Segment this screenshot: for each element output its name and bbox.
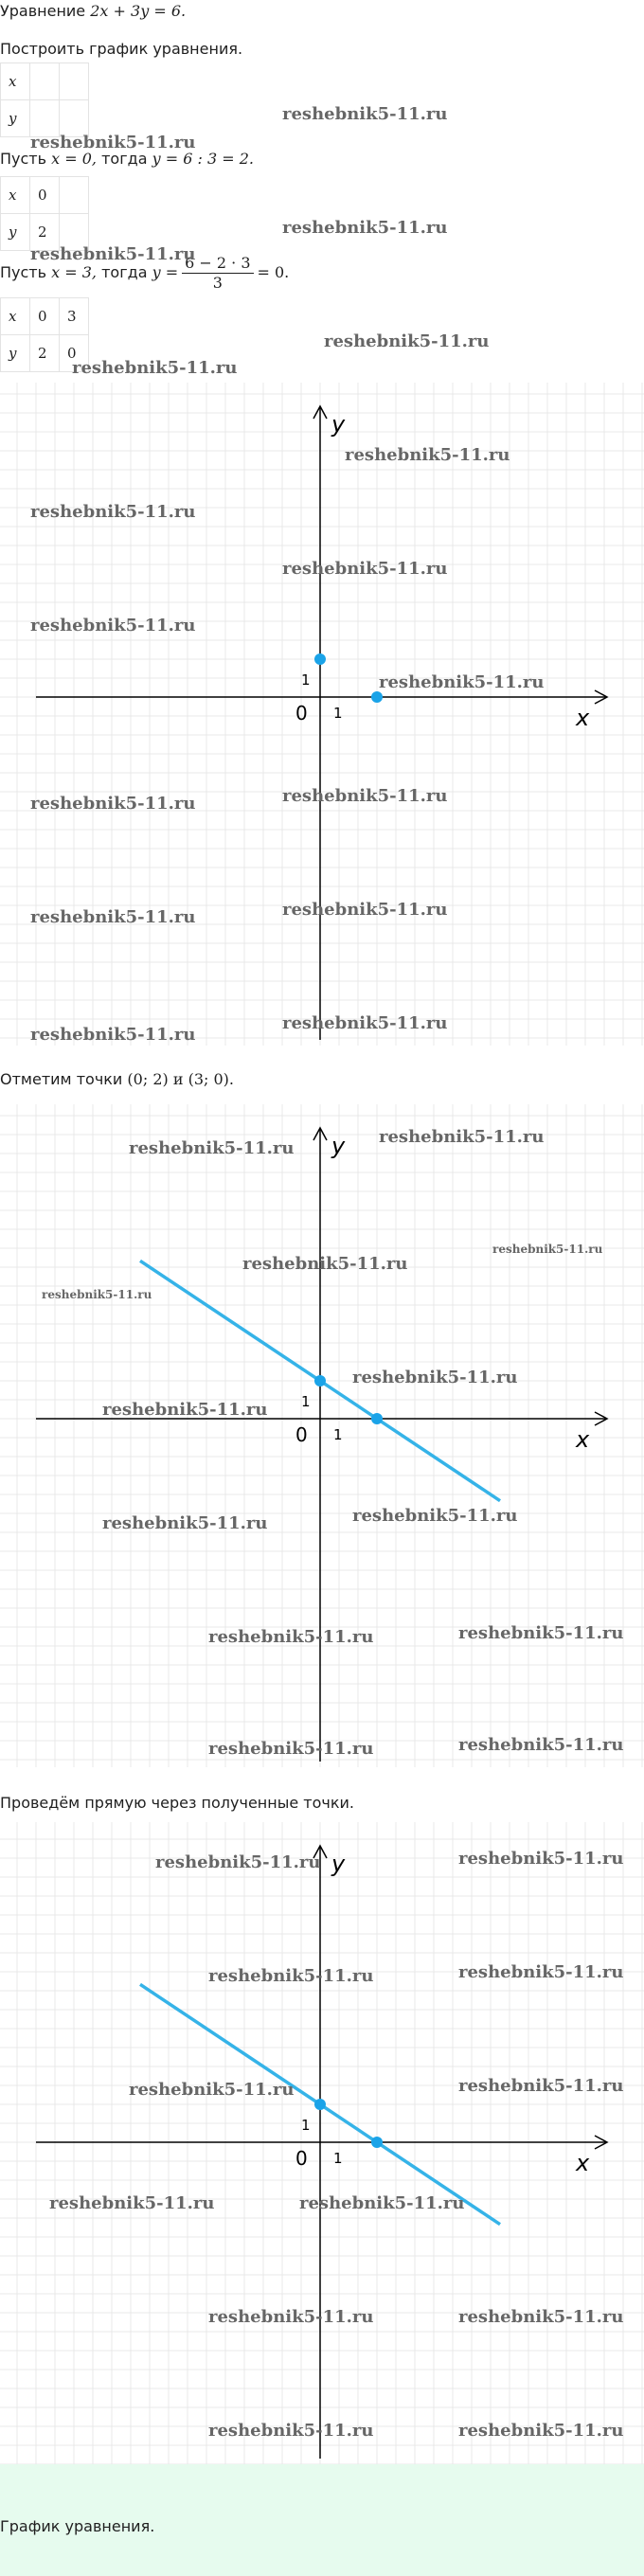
watermark: reshebnik5-11.ru bbox=[282, 1013, 448, 1033]
y-axis-label: y bbox=[331, 411, 346, 438]
watermark: reshebnik5-11.ru bbox=[458, 2076, 624, 2096]
watermark: reshebnik5-11.ru bbox=[30, 133, 196, 152]
data-point bbox=[371, 691, 383, 703]
watermark: reshebnik5-11.ru bbox=[30, 1025, 196, 1045]
values-table-one-point: x 0 y 2 bbox=[0, 176, 89, 251]
values-table-two-points: x 0 3 y 2 0 bbox=[0, 297, 89, 372]
table-header-x: x bbox=[1, 63, 30, 100]
watermark: reshebnik5-11.ru bbox=[242, 1254, 408, 1274]
watermark: reshebnik5-11.ru bbox=[352, 1506, 518, 1526]
equation: 2x + 3y = 6. bbox=[90, 2, 187, 20]
watermark: reshebnik5-11.ru bbox=[352, 1368, 518, 1387]
graph-line-panel bbox=[0, 1104, 644, 1767]
watermark: reshebnik5-11.ru bbox=[72, 358, 238, 378]
equation-line bbox=[0, 2, 186, 21]
unit-x-label: 1 bbox=[333, 705, 343, 722]
watermark: reshebnik5-11.ru bbox=[155, 1852, 321, 1872]
watermark: reshebnik5-11.ru bbox=[129, 1138, 295, 1158]
unit-y-label: 1 bbox=[301, 2117, 311, 2134]
graph-final-panel bbox=[0, 1822, 644, 2464]
task-text: Построить график уравнения. bbox=[0, 40, 243, 58]
watermark: reshebnik5-11.ru bbox=[282, 786, 448, 806]
step2-text: Пусть x = 3, тогда y = $\frac{6 - 2 \cdot 3}{3}$ = 0. bbox=[0, 254, 290, 292]
graph-final bbox=[0, 1822, 644, 2464]
watermark: reshebnik5-11.ru bbox=[379, 672, 545, 692]
unit-x-label: 1 bbox=[333, 1426, 343, 1443]
y-axis-label: y bbox=[331, 1851, 346, 1877]
unit-x-label: 1 bbox=[333, 2150, 343, 2167]
data-point bbox=[314, 2099, 326, 2110]
watermark: reshebnik5-11.ru bbox=[458, 1849, 624, 1869]
watermark: reshebnik5-11.ru bbox=[282, 104, 448, 124]
watermark: reshebnik5-11.ru bbox=[299, 2193, 465, 2213]
watermark: reshebnik5-11.ru bbox=[208, 2421, 374, 2441]
watermark: reshebnik5-11.ru bbox=[102, 1513, 268, 1533]
data-point bbox=[314, 1375, 326, 1386]
origin-label: 0 bbox=[295, 702, 308, 724]
watermark: reshebnik5-11.ru bbox=[42, 1288, 152, 1301]
watermark: reshebnik5-11.ru bbox=[102, 1400, 268, 1420]
fraction: $\frac{6 - 2 \cdot 3}{3}$ bbox=[182, 254, 253, 293]
watermark: reshebnik5-11.ru bbox=[282, 559, 448, 579]
graph-points bbox=[0, 383, 644, 1046]
watermark: reshebnik5-11.ru bbox=[208, 1966, 374, 1986]
watermark: reshebnik5-11.ru bbox=[30, 244, 196, 264]
unit-y-label: 1 bbox=[301, 1393, 311, 1410]
watermark: reshebnik5-11.ru bbox=[282, 900, 448, 920]
watermark: reshebnik5-11.ru bbox=[30, 616, 196, 635]
graph-line bbox=[0, 1104, 644, 1767]
watermark: reshebnik5-11.ru bbox=[458, 2421, 624, 2441]
x-axis-label: x bbox=[576, 2150, 590, 2176]
origin-label: 0 bbox=[295, 2147, 308, 2170]
data-point bbox=[371, 1413, 383, 1424]
watermark: reshebnik5-11.ru bbox=[379, 1127, 545, 1147]
step1-text: Пусть x = 0, тогда y = 6 : 3 = 2. bbox=[0, 150, 254, 168]
draw-line-caption: Проведём прямую через полученные точки. bbox=[0, 1794, 354, 1812]
y-axis-label: y bbox=[331, 1133, 346, 1159]
watermark: reshebnik5-11.ru bbox=[458, 1735, 624, 1755]
watermark: reshebnik5-11.ru bbox=[208, 1627, 374, 1647]
watermark: reshebnik5-11.ru bbox=[30, 907, 196, 927]
equation-label: Уравнение bbox=[0, 2, 86, 20]
mark-points-caption: Отметим точки (0; 2) и (3; 0). bbox=[0, 1070, 234, 1088]
watermark: reshebnik5-11.ru bbox=[208, 1739, 374, 1759]
x-axis-label: x bbox=[576, 1426, 590, 1453]
values-table-empty bbox=[0, 63, 89, 137]
origin-label: 0 bbox=[295, 1423, 308, 1446]
watermark: reshebnik5-11.ru bbox=[345, 445, 510, 465]
graph-points-panel bbox=[0, 383, 644, 1046]
watermark: reshebnik5-11.ru bbox=[208, 2307, 374, 2327]
watermark: reshebnik5-11.ru bbox=[458, 2307, 624, 2327]
watermark: reshebnik5-11.ru bbox=[324, 331, 490, 351]
watermark: reshebnik5-11.ru bbox=[30, 794, 196, 814]
watermark: reshebnik5-11.ru bbox=[458, 1962, 624, 1982]
data-point bbox=[314, 653, 326, 665]
data-point bbox=[371, 2137, 383, 2148]
final-caption-block bbox=[0, 2464, 644, 2576]
watermark: reshebnik5-11.ru bbox=[129, 2080, 295, 2100]
unit-y-label: 1 bbox=[301, 671, 311, 689]
watermark: reshebnik5-11.ru bbox=[492, 1243, 603, 1256]
watermark: reshebnik5-11.ru bbox=[458, 1623, 624, 1643]
watermark: reshebnik5-11.ru bbox=[30, 502, 196, 522]
x-axis-label: x bbox=[576, 705, 590, 731]
final-caption: График уравнения. bbox=[0, 2517, 155, 2535]
table-header-y: y bbox=[1, 100, 30, 137]
watermark: reshebnik5-11.ru bbox=[49, 2193, 215, 2213]
watermark: reshebnik5-11.ru bbox=[282, 218, 448, 238]
